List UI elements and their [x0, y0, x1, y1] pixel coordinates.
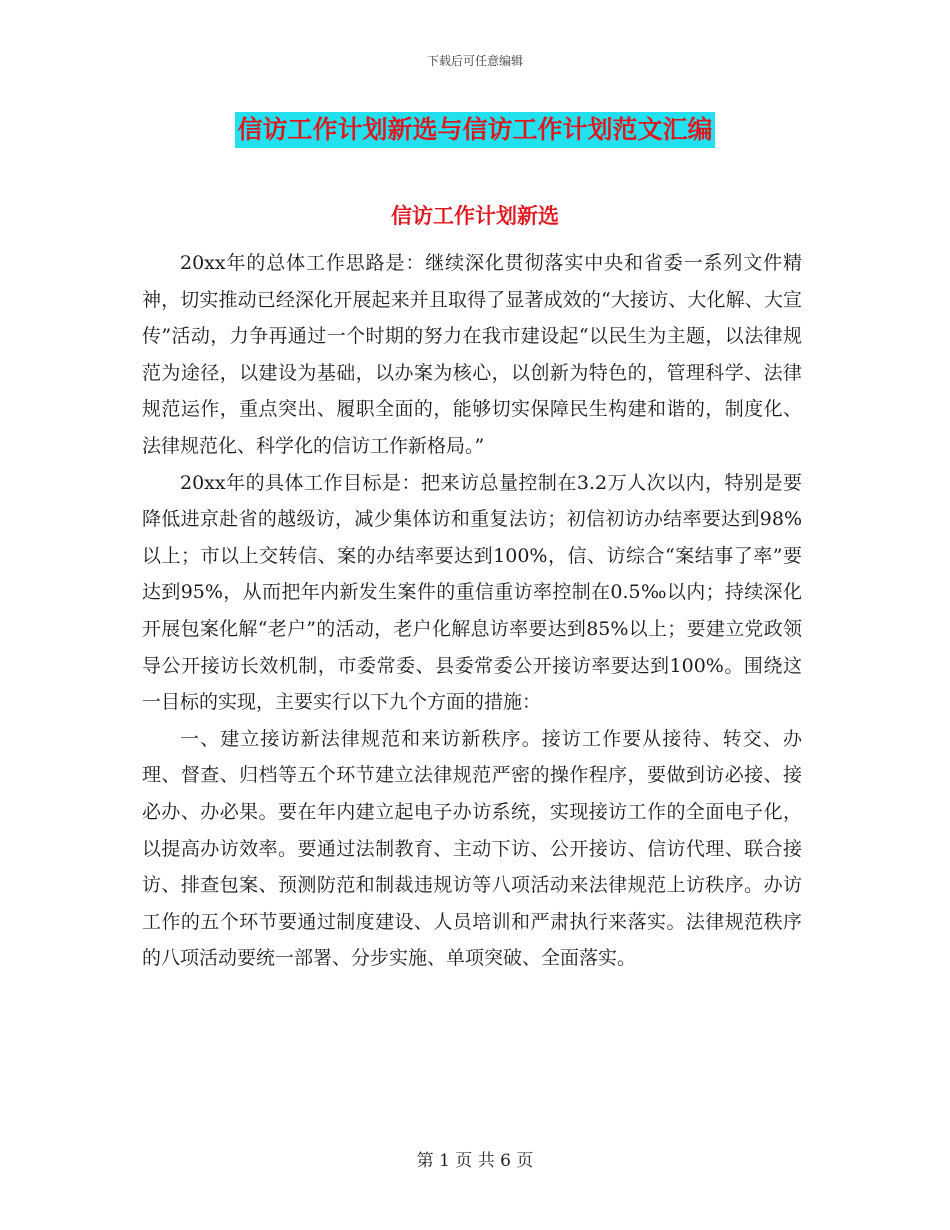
page-header-note: 下载后可任意编辑: [426, 54, 523, 68]
document-title: 信访工作计划新选与信访工作计划范文汇编: [235, 112, 714, 148]
document-title-container: [0, 112, 950, 148]
section-title: 信访工作计划新选: [391, 203, 559, 228]
paragraph-specific-goals: 20xx年的具体工作目标是：把来访总量控制在3.2万人次以内，特别是要降低进京赴省的越级访，减少集体访和重复法访；初信初访办结率要达到98%以上；市以上交转信、案的办结率要达到100%，信、访综合“案结事了率”要达到95%，从而把年内新发生案件的重信重访率控制在0.5‰以内；持续深化开展包案化解“老户”的活动，老户化解息访率要达到85%以上；要建立党政领导公开接访长效机制，市委常委、县委常委公开接访率要达到100%。围绕这一目标的实现，主要实行以下九个方面的措施：: [142, 471, 802, 714]
paragraph-measure-one: 一、建立接访新法律规范和来访新秩序。接访工作要从接待、转交、办理、督查、归档等五个环节建立法律规范严密的操作程序，要做到访必接、接必办、办必果。要在年内建立起电子办访系统，实现接访工作的全面电子化，以提高办访效率。要通过法制教育、主动下访、公开接访、信访代理、联合接访、排查包案、预测防范和制裁违规访等八项活动来法律规范上访秩序。办访工作的五个环节要通过制度建设、人员培训和严肃执行来落实。法律规范秩序的八项活动要统一部署、分步实施、单项突破、全面落实。: [142, 727, 802, 970]
page-number: 第 1 页 共 6 页: [416, 1151, 534, 1171]
paragraph-overall-approach: 20xx年的总体工作思路是：继续深化贯彻落实中央和省委一系列文件精神，切实推动已经深化开展起来并且取得了显著成效的“大接访、大化解、大宣传”活动，力争再通过一个时期的努力在我市建设起“以民生为主题，以法律规范为途径，以建设为基础，以办案为核心，以创新为特色的，管理科学、法律规范运作，重点突出、履职全面的，能够切实保障民生构建和谐的，制度化、法律规范化、科学化的信访工作新格局。”: [142, 252, 802, 457]
document-body: [142, 245, 802, 977]
